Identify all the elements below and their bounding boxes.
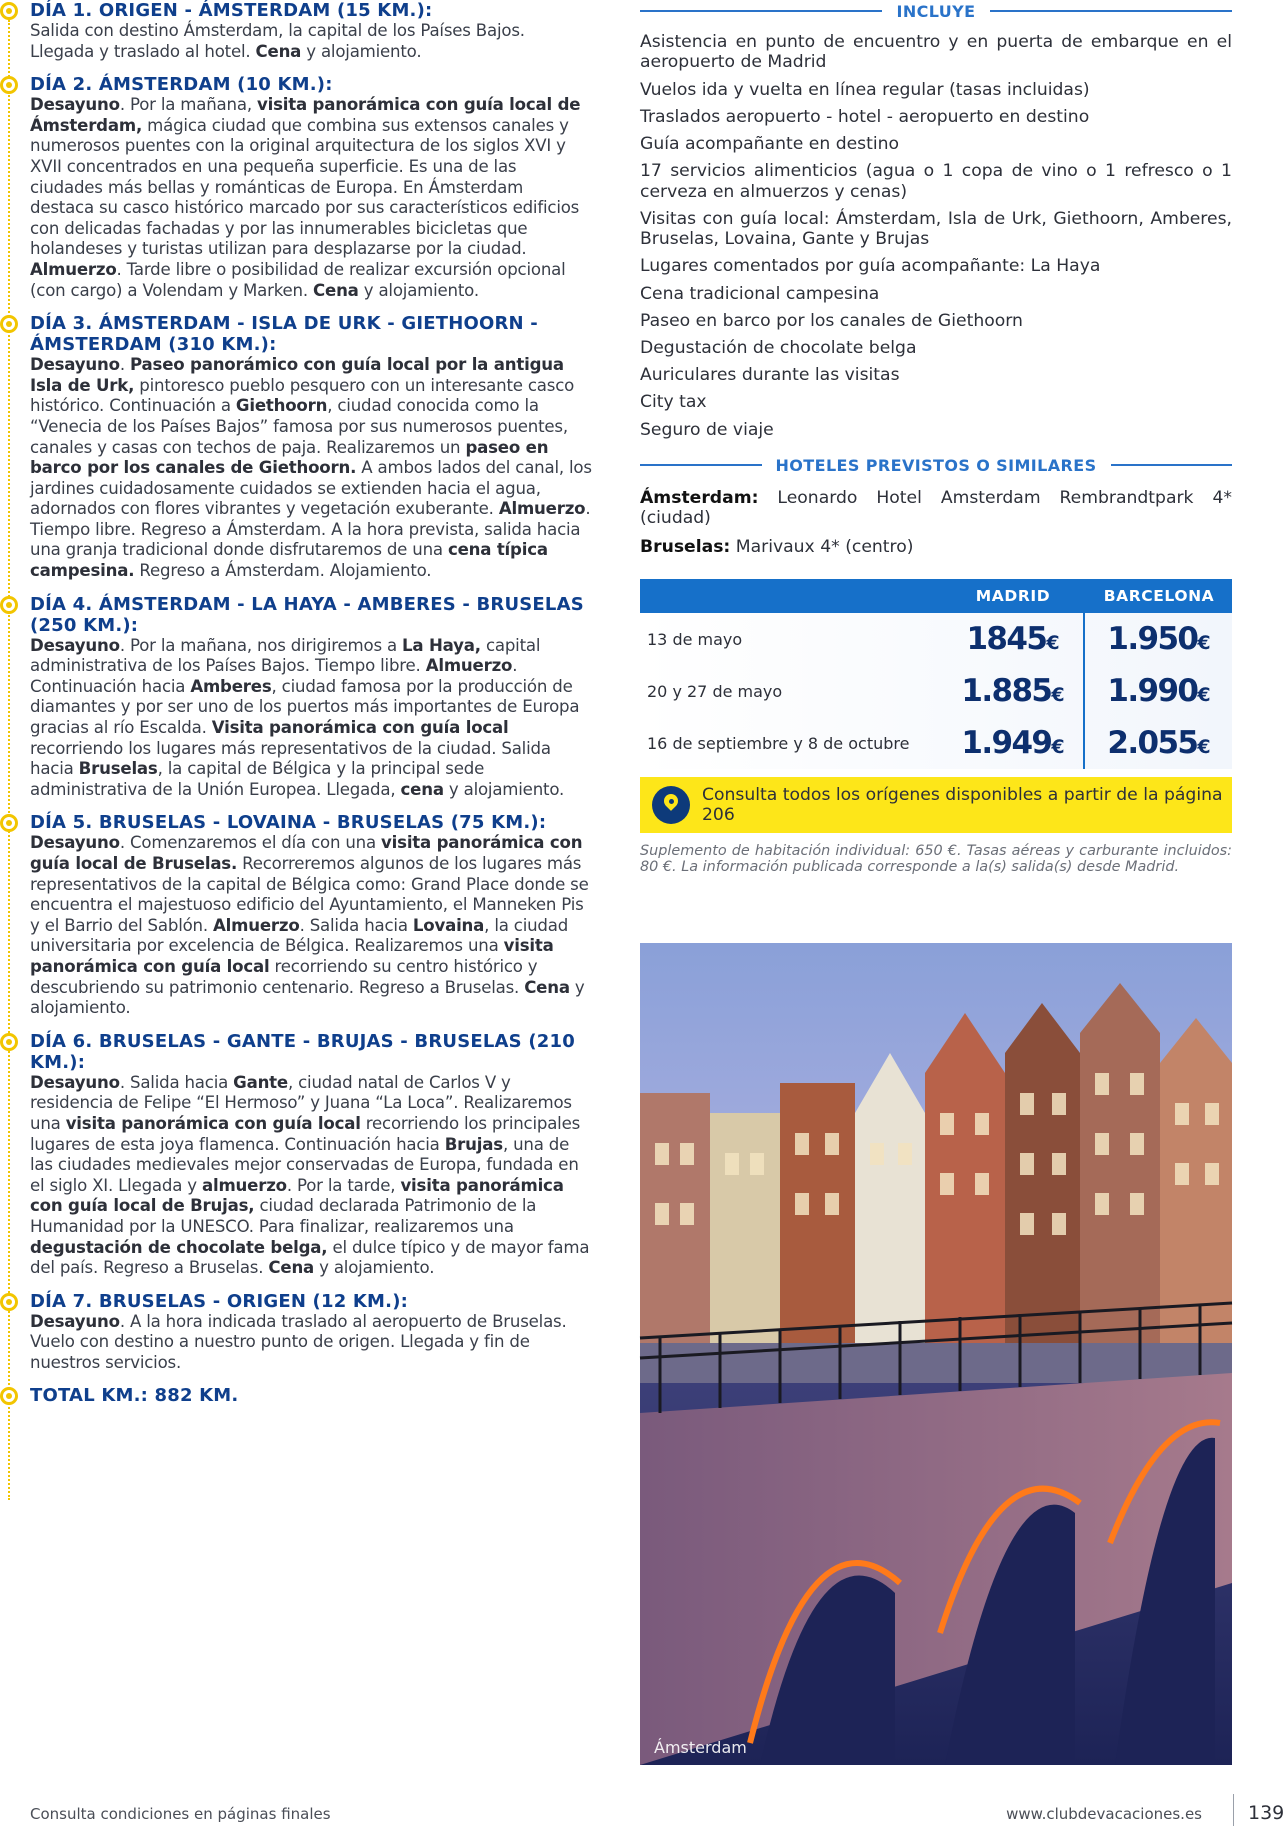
day-title: DÍA 4. ÁMSTERDAM - LA HAYA - AMBERES - BRUSELAS (250 KM.): bbox=[30, 593, 584, 636]
footer-separator bbox=[1233, 1794, 1234, 1826]
price-table-header bbox=[640, 579, 1232, 613]
highlight-text: Bruselas bbox=[78, 759, 158, 779]
location-dot-icon bbox=[0, 2, 18, 20]
includes-item: 17 servicios alimenticios (agua o 1 copa de vino o 1 refresco o 1 cerveza en almuerzos y cenas) bbox=[640, 161, 1232, 202]
highlight-text: Almuerzo bbox=[213, 915, 300, 935]
hotel-name: Leonardo Hotel Amsterdam Rembrandtpark 4* (ciudad) bbox=[640, 488, 1232, 529]
footer-conditions: Consulta condiciones en páginas finales bbox=[30, 1805, 331, 1823]
column-barcelona: BARCELONA bbox=[1103, 587, 1215, 606]
highlight-text: visita panorámica con guía local de Brujas, bbox=[30, 1175, 564, 1216]
amsterdam-photo bbox=[640, 943, 1232, 1765]
hotels-header bbox=[640, 454, 1232, 476]
highlight-text: Lovaina bbox=[412, 915, 485, 935]
departure-date: 13 de mayo bbox=[647, 629, 743, 649]
includes-item: Asistencia en punto de encuentro y en puerta de embarque en el aeropuerto de Madrid bbox=[640, 32, 1232, 73]
hotel-row bbox=[640, 488, 1232, 529]
highlight-text: Cena bbox=[524, 977, 570, 997]
day-title: DÍA 1. ORIGEN - ÁMSTERDAM (15 KM.): bbox=[30, 0, 433, 21]
price-madrid bbox=[940, 725, 1086, 761]
page-number: 139 bbox=[1248, 1802, 1284, 1824]
itinerary-day bbox=[0, 594, 600, 801]
price-barcelona bbox=[1086, 673, 1232, 709]
includes-item: Auriculares durante las visitas bbox=[640, 365, 900, 386]
body-text: y alojamiento. bbox=[443, 779, 565, 799]
body-text: . Por la mañana, nos dirigiremos a bbox=[119, 635, 403, 655]
highlight-text: La Haya, bbox=[402, 635, 481, 655]
body-text: el dulce típico y de mayor fama del país. Regreso a Bruselas. bbox=[30, 1237, 590, 1278]
day-description bbox=[30, 355, 592, 582]
body-text: . Comenzaremos el día con una bbox=[119, 833, 382, 853]
day-description bbox=[30, 1073, 592, 1279]
body-text: , ciudad natal de Carlos V y residencia de Felipe “El Hermoso” y Juana “La Loca”. Realizaremos una bbox=[30, 1072, 572, 1133]
header-rule bbox=[1111, 464, 1233, 466]
body-text: recorriendo su centro histórico y descubriendo su patrimonio centenario. Regreso a Bruselas. bbox=[30, 956, 538, 997]
departure-date: 16 de septiembre y 8 de octubre bbox=[647, 733, 910, 753]
origins-banner[interactable] bbox=[640, 777, 1232, 833]
body-text: . Por la mañana, bbox=[119, 95, 257, 115]
day-description bbox=[30, 95, 592, 301]
highlight-text: visita panorámica con guía local bbox=[30, 936, 554, 976]
highlight-text: Gante bbox=[233, 1072, 288, 1092]
body-text: Salida con destino Ámsterdam, la capital de los Países Bajos. Llegada y traslado al hotel. bbox=[30, 21, 525, 61]
highlight-text: cena típica campesina. bbox=[30, 540, 548, 581]
day-title: DÍA 6. BRUSELAS - GANTE - BRUJAS - BRUSELAS (210 KM.): bbox=[30, 1030, 575, 1073]
origins-text: Consulta todos los orígenes disponibles a partir de la página 206 bbox=[702, 785, 1223, 826]
includes-item: Traslados aeropuerto - hotel - aeropuerto en destino bbox=[640, 106, 1090, 127]
hotel-city: Ámsterdam: bbox=[640, 488, 759, 509]
location-dot-icon bbox=[0, 1387, 18, 1405]
price-madrid bbox=[940, 673, 1086, 709]
itinerary-day bbox=[0, 1031, 600, 1279]
highlight-text: Desayuno bbox=[30, 1311, 120, 1331]
day-description bbox=[30, 21, 592, 62]
price-value: 1.885 bbox=[961, 673, 1052, 710]
supplement-note: Suplemento de habitación individual: 650 €. Tasas aéreas y carburante incluidos: 80 €. La información publicada corresponde a la(s) salida(s) desde Madrid. bbox=[640, 843, 1232, 876]
highlight-text: Desayuno bbox=[30, 95, 120, 115]
price-row bbox=[640, 613, 1232, 665]
body-text: , la ciudad universitaria por excelencia de Bélgica. Realizaremos una bbox=[30, 915, 569, 956]
body-text: y alojamiento. bbox=[301, 41, 422, 61]
column-divider bbox=[1083, 613, 1085, 769]
highlight-text: almuerzo bbox=[201, 1175, 287, 1195]
highlight-text: Almuerzo bbox=[498, 499, 586, 519]
highlight-text: Brujas bbox=[444, 1134, 503, 1154]
includes-header bbox=[640, 0, 1232, 22]
departure-date: 20 y 27 de mayo bbox=[647, 681, 783, 701]
day-list bbox=[0, 0, 600, 1373]
price-barcelona bbox=[1086, 725, 1232, 761]
highlight-text: Paseo panorámico con guía local por la antigua Isla de Urk, bbox=[30, 355, 564, 395]
highlight-text: Desayuno bbox=[30, 635, 120, 655]
body-text: . Continuación hacia bbox=[30, 656, 518, 696]
body-text: y alojamiento. bbox=[30, 977, 585, 1018]
hotel-city: Bruselas: bbox=[640, 536, 731, 557]
itinerary-day bbox=[0, 812, 600, 1018]
currency-symbol: € bbox=[1197, 736, 1211, 759]
body-text: A ambos lados del canal, los jardines cuidadosamente cuidados se extienden hacia el agua, adornados con flores vibrantes y vegetación exuberante. bbox=[30, 458, 592, 519]
location-dot-icon bbox=[0, 1033, 18, 1051]
body-text: . Salida hacia bbox=[299, 915, 413, 935]
highlight-text: Almuerzo bbox=[30, 259, 117, 279]
body-text: y alojamiento. bbox=[314, 1258, 435, 1278]
price-value: 2.055 bbox=[1107, 725, 1198, 762]
highlight-text: Desayuno bbox=[30, 833, 120, 853]
day-description bbox=[30, 1312, 592, 1374]
body-text: , ciudad conocida como la “Venecia de los Países Bajos” famosa por sus numerosos puentes, canales y casas con techos de paja. Realizaremos un bbox=[30, 396, 568, 457]
header-rule bbox=[640, 464, 762, 466]
highlight-text: Amberes bbox=[190, 676, 272, 696]
includes-item: Paseo en barco por los canales de Giethoorn bbox=[640, 310, 1023, 331]
highlight-text: degustación de chocolate belga, bbox=[30, 1237, 328, 1257]
body-text: pintoresco pueblo pesquero con un interesante casco histórico. Continuación a bbox=[30, 375, 575, 416]
map-pin-icon bbox=[652, 786, 690, 824]
day-title: DÍA 5. BRUSELAS - LOVAINA - BRUSELAS (75 KM.): bbox=[30, 812, 547, 834]
itinerary-day bbox=[0, 1291, 600, 1374]
itinerary-day bbox=[0, 0, 600, 62]
highlight-text: visita panorámica con guía local de Bruselas. bbox=[30, 833, 583, 873]
highlight-text: Cena bbox=[268, 1258, 315, 1278]
highlight-text: cena bbox=[400, 779, 444, 799]
itinerary-day bbox=[0, 74, 600, 301]
location-dot-icon bbox=[0, 76, 18, 94]
highlight-text: visita panorámica con guía local bbox=[65, 1113, 361, 1133]
hotels-title: HOTELES PREVISTOS O SIMILARES bbox=[775, 455, 1097, 475]
body-text: . bbox=[119, 355, 130, 375]
column-madrid: MADRID bbox=[975, 587, 1051, 606]
price-table bbox=[640, 579, 1232, 769]
includes-item: Cena tradicional campesina bbox=[640, 283, 880, 304]
body-text: , la capital de Bélgica y la principal sede administrativa de la Unión Europea. Llegada, bbox=[30, 759, 485, 799]
includes-list bbox=[640, 32, 1232, 440]
highlight-text: Visita panorámica con guía local bbox=[211, 718, 509, 738]
body-text: capital administrativa de los Países Bajos. Tiempo libre. bbox=[30, 635, 541, 676]
body-text: , una de las ciudades medievales mejor conservadas de Europa, fundada en el siglo XI. Llegada y bbox=[30, 1134, 579, 1195]
day-description bbox=[30, 833, 592, 1018]
hotel-list bbox=[640, 488, 1232, 557]
body-text: y alojamiento. bbox=[358, 280, 479, 300]
photo-caption: Ámsterdam bbox=[654, 1738, 747, 1757]
includes-item: Degustación de chocolate belga bbox=[640, 338, 917, 359]
itinerary-day bbox=[0, 313, 600, 582]
body-text: mágica ciudad que combina sus extensos canales y numerosos puentes con la original arquitectura de los siglos XVI y XVII concentrados en una pequeña superficie. Es una de las ciudades más bellas y románticas de Europa. En Ámsterdam destaca su casco histórico marcado por sus característicos edificios con delicadas fachadas y por las innumerables bicicletas que holandeses y turistas utilizan para desplazarse por la ciudad. bbox=[30, 115, 580, 259]
body-text: Recorreremos algunos de los lugares más representativos de la capital de Bélgica como: Grand Place donde se encuentra el majestuoso edificio del Ayuntamiento, el Manneken Pis y el Barrio del Sablón. bbox=[30, 854, 589, 935]
day-description bbox=[30, 636, 592, 801]
header-rule bbox=[990, 10, 1232, 12]
body-text: recorriendo los lugares más representativos de la ciudad. Salida hacia bbox=[30, 738, 551, 779]
currency-symbol: € bbox=[1051, 736, 1065, 759]
includes-item: City tax bbox=[640, 392, 707, 413]
itinerary bbox=[0, 0, 600, 1406]
body-text: recorriendo los principales lugares de esta joya flamenca. Continuación hacia bbox=[30, 1113, 581, 1154]
info-column bbox=[640, 0, 1232, 875]
body-text: ciudad declarada Patrimonio de la Humanidad por la UNESCO. Para finalizar, realizaremos una bbox=[30, 1196, 537, 1236]
price-table-body bbox=[640, 613, 1232, 769]
street bbox=[640, 1343, 1232, 1383]
body-text: . Por la tarde, bbox=[286, 1175, 401, 1195]
body-text: Regreso a Ámsterdam. Alojamiento. bbox=[134, 561, 432, 581]
price-madrid bbox=[940, 621, 1086, 657]
includes-item: Visitas con guía local: Ámsterdam, Isla de Urk, Giethoorn, Amberes, Bruselas, Lovaina, Gante y Brujas bbox=[640, 208, 1232, 250]
includes-item: Seguro de viaje bbox=[640, 419, 774, 440]
body-text: . Tiempo libre. Regreso a Ámsterdam. A la hora prevista, salida hacia una granja tradicional donde disfrutaremos de una bbox=[30, 499, 591, 560]
price-barcelona bbox=[1086, 621, 1232, 657]
hotels-section bbox=[640, 454, 1232, 557]
price-row bbox=[640, 665, 1232, 717]
price-value: 1.990 bbox=[1107, 673, 1198, 710]
currency-symbol: € bbox=[1197, 684, 1211, 707]
highlight-text: Almuerzo bbox=[425, 656, 513, 676]
amsterdam-canal-illustration bbox=[640, 943, 1232, 1765]
currency-symbol: € bbox=[1197, 632, 1211, 655]
highlight-text: Cena bbox=[313, 280, 359, 300]
hotel-row bbox=[640, 537, 1232, 557]
day-title: DÍA 7. BRUSELAS - ORIGEN (12 KM.): bbox=[30, 1290, 409, 1312]
body-text: . A la hora indicada traslado al aeropuerto de Bruselas. Vuelo con destino a nuestro punto de origen. Llegada y fin de nuestros servicios. bbox=[30, 1311, 567, 1372]
highlight-text: Cena bbox=[255, 41, 302, 61]
price-row bbox=[640, 717, 1232, 769]
location-dot-icon bbox=[0, 315, 18, 333]
highlight-text: visita panorámica con guía local de Ámsterdam, bbox=[30, 95, 581, 135]
price-value: 1.950 bbox=[1107, 621, 1198, 658]
location-dot-icon bbox=[0, 596, 18, 614]
location-dot-icon bbox=[0, 814, 18, 832]
includes-title: INCLUYE bbox=[896, 1, 976, 21]
includes-item: Guía acompañante en destino bbox=[640, 134, 900, 155]
highlight-text: paseo en barco por los canales de Giethoorn. bbox=[30, 437, 549, 478]
highlight-text: Giethoorn bbox=[235, 396, 328, 416]
hotel-name: Marivaux 4* (centro) bbox=[730, 536, 914, 557]
currency-symbol: € bbox=[1051, 684, 1065, 707]
highlight-text: Desayuno bbox=[30, 355, 120, 375]
total-km: TOTAL KM.: 882 KM. bbox=[0, 1385, 600, 1406]
day-title: DÍA 2. ÁMSTERDAM (10 KM.): bbox=[30, 74, 333, 96]
price-value: 1845 bbox=[966, 621, 1047, 658]
body-text: . Salida hacia bbox=[119, 1072, 234, 1092]
footer-website-link[interactable]: www.clubdevacaciones.es bbox=[1006, 1805, 1202, 1823]
location-dot-icon bbox=[0, 1293, 18, 1311]
includes-item: Lugares comentados por guía acompañante: La Haya bbox=[640, 256, 1101, 277]
currency-symbol: € bbox=[1046, 632, 1060, 655]
day-title: DÍA 3. ÁMSTERDAM - ISLA DE URK - GIETHOORN - ÁMSTERDAM (310 KM.): bbox=[30, 313, 538, 356]
price-value: 1.949 bbox=[961, 725, 1052, 762]
header-rule bbox=[640, 10, 882, 12]
body-text: . Tarde libre o posibilidad de realizar excursión opcional (con cargo) a Volendam y Marken. bbox=[30, 259, 566, 300]
highlight-text: Desayuno bbox=[30, 1072, 120, 1092]
includes-item: Vuelos ida y vuelta en línea regular (tasas incluidas) bbox=[640, 79, 1090, 100]
body-text: , ciudad famosa por la producción de diamantes y por ser uno de los puertos más importantes de Europa gracias al río Escalda. bbox=[30, 676, 580, 738]
